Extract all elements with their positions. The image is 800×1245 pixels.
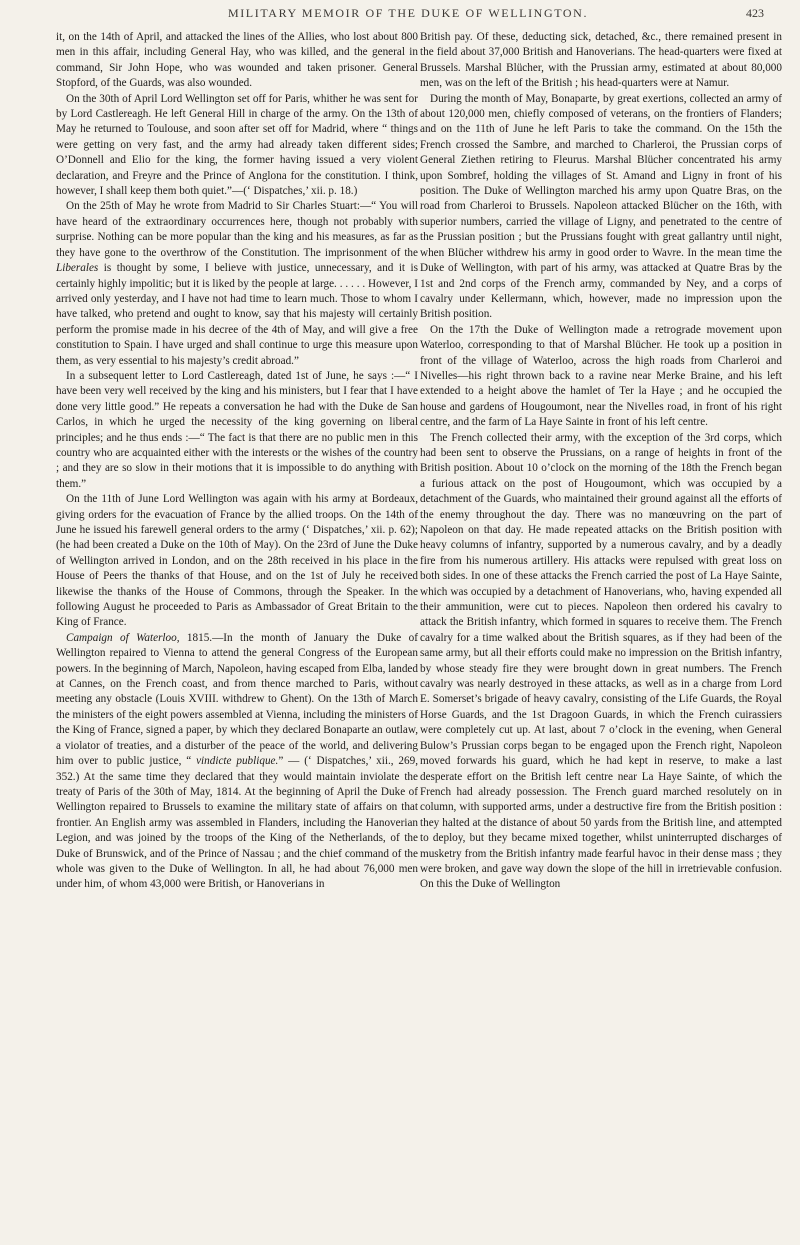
paragraph: On the 11th of June Lord Wellington was again with his army at Bordeaux, giving orders for the evacuation of France by the allied troops. On the 14th of June he issued his farewell general orders to the army (‘ Dispatches,’ xii. p. 62); (he had been created a Duke on the 10th of May). On the 23rd of June the Duke of Wellington arrived in London, and on the 28th received in his place in the House of Peers the thanks of that House, and on the 1st of July he received likewise the thanks of the House of Commons, through the Speaker. In the following August he proceeded to Paris as Ambassador of Great Britain to the King of France. [56,493,418,629]
right-column [420,30,782,893]
paragraph: it, on the 14th of April, and attacked the lines of the Allies, who lost about 800 men in this affair, including General Hay, who was killed, and the general in command, Sir John Hope, who was wounded and taken prisoner. General Stopford, of the Guards, was also wounded. [56,31,418,90]
running-title: MILITARY MEMOIR OF THE DUKE OF WELLINGTON. [227,6,589,20]
paragraph: On the 30th of April Lord Wellington set off for Paris, whither he was sent for by Lord Castlereagh. He left General Hill in charge of the army. On the 13th of May he returned to Toulouse, and soon after set off for Madrid, where “ things were getting on very fast, and the army had already taken different sides; O’Donnell and Elio for the king, the former having issued a very violent declaration, and Freyre and the Prince of Anglona for the constitution. I think, however, I shall keep them both quiet.”—(‘ Dispatches,’ xii. p. 18.) [56,92,418,198]
paragraph: On the 17th the Duke of Wellington made a retrograde movement upon Waterloo, corresponding to that of Marshal Blücher. He took up a position in front of the village of Waterloo, across the high roads from Charleroi and Nivelles—his right thrown back to a ravine near Merke Braine, and his left extended to a height above the hamlet of Ter la Haye ; and he occupied the house and gardens of Hougoumont, near the Nivelles road, in front of his right centre, and the farm of La Haye Sainte in front of his left centre. [420,323,782,429]
section-heading: Campaign of Waterloo, [66,631,180,644]
italic-term: vindicte publique. [196,755,279,768]
paragraph: In a subsequent letter to Lord Castlereagh, dated 1st of June, he says :—“ I have been very well received by the king and his ministers, but I fear that I have done very little good.” He repeats a conversation he had with the Duke de San Carlos, in which he urged the necessity of the king governing on liberal principles; and he thus ends :—“ The fact is that there are no public men in this country who are acquainted either with the interests or the wishes of the country ; and they are so slow in their motions that it is impossible to do anything with them.” [56,369,418,490]
paragraph: British pay. Of these, deducting sick, detached, &c., there remained present in the field about 37,000 British and Hanoverians. The head-quarters were fixed at Brussels. Marshal Blücher, with the Prussian army, estimated at about 80,000 men, was on the left of the British ; his head-quarters were at Namur. [420,31,782,90]
left-column [56,30,418,893]
paragraph: During the month of May, Bonaparte, by great exertions, collected an army of about 120,000 men, chiefly composed of veterans, on the frontiers of Flanders; and on the 11th of June he left Paris to take the command. On the 15th the French crossed the Sambre, and marched to Charleroi, the Prussian corps of General Ziethen retiring to Fleurus. Marshal Blücher concentrated his army upon Sombref, holding the villages of St. Amand and Ligny in front of his position. The Duke of Wellington marched his army upon Quatre Bras, on the road from Charleroi to Brussels. Napoleon attacked Blücher on the 16th, with superior numbers, carried the village of Ligny, and penetrated to the centre of the Prussian position ; but the Prussians fought with great gallantry until night, when Blücher withdrew his army in good order to Wavre. In the mean time the Duke of Wellington, with part of his army, was attacked at Quatre Bras by the 1st and 2nd corps of the French army, commanded by Ney, and a corps of cavalry under Kellermann, which, however, made no impression upon the British position. [420,92,782,321]
page-number: 423 [746,6,764,20]
paragraph: On the 25th of May he wrote from Madrid to Sir Charles Stuart:—“ You will have heard of the extraordinary occurrences here, though not probably with surprise. Nothing can be more popular than the king and his measures, as far as they have gone to the overthrow of the Constitution. The imprisonment of the Liberales is thought by some, I believe with justice, unnecessary, and it is certainly highly impolitic; but it is liked by the people at large. . . . . . However, I arrived only yesterday, and I have not had time to learn much. Those to whom I have talked, who pretend and ought to know, say that his majesty will certainly perform the promise made in his decree of the 4th of May, and will give a free constitution to Spain. I have urged and shall continue to urge this measure upon them, as very essential to his majesty’s credit abroad.” [56,200,418,367]
paragraph: Campaign of Waterloo, 1815.—In the month of January the Duke of Wellington repaired to Vienna to attend the general Congress of the European powers. In the beginning of March, Napoleon, having escaped from Elba, landed at Cannes, on the French coast, and from thence marched to Paris, without meeting any obstacle (Louis XVIII. withdrew to Ghent). On the 13th of March the ministers of the eight powers assembled at Vienna, including the ministers of the King of France, signed a paper, by which they declared Bonaparte an outlaw, a violator of treaties, and a disturber of the peace of the world, and delivering him over to public justice, “ vindicte publique.” — (‘ Dispatches,’ xii., 269, 352.) At the same time they declared that they would maintain inviolate the treaty of Paris of the 30th of May, 1814. At the beginning of April the Duke of Wellington repaired to Brussels to examine the military state of affairs on that frontier. An English army was assembled in Flanders, including the Hanoverian Legion, and was joined by the troops of the King of the Netherlands, of the Duke of Brunswick, and of the Prince of Nassau ; and the chief command of the whole was given to the Duke of Wellington. In all, he had about 76,000 men under him, of whom 43,000 were British, or Hanoverians in [56,631,418,891]
italic-term: Liberales [56,262,99,275]
paragraph: The French collected their army, with the exception of the 3rd corps, which had been sent to observe the Prussians, on a range of heights in front of the British position. About 10 o’clock on the morning of the 18th the French began a furious attack on the post of Hougoumont, which was occupied by a detachment of the Guards, who maintained their ground against all the efforts of the enemy throughout the day. There was no manœuvring on the part of Napoleon on that day. He made repeated attacks on the British position with heavy columns of infantry, supported by a numerous cavalry, and by a deadly fire from his numerous artillery. His attacks were repulsed with great loss on both sides. In one of these attacks the French carried the post of La Haye Sainte, which was occupied by a detachment of Hanoverians, who, having expended all their ammunition, were cut to pieces. Napoleon then ordered his cavalry to attack the British infantry, which formed in squares to receive them. The French cavalry for a time walked about the British squares, as if they had been of the same army, but all their efforts could make no impression on the British infantry, by whose steady fire they were brought down in great numbers. The French cavalry was nearly destroyed in these attacks, as well as in a charge from Lord E. Somerset’s brigade of heavy cavalry, consisting of the Life Guards, the Royal Horse Guards, and the 1st Dragoon Guards, in which the French cuirassiers were completely cut up. At last, about 7 o’clock in the evening, when General Bulow’s Prussian corps began to be engaged upon the French right, Napoleon moved forwards his guard, which he had kept in reserve, to make a last desperate effort on the British left centre near La Haye Sainte, of which the French had already possession. The French guard marched resolutely on in column, with supported arms, under a destructive fire from the British position : they halted at the distance of about 50 yards from the British line, and attempted to deploy, but they became mixed together, whilst uninterrupted discharges of musketry from the British infantry made fearful havoc in their dense mass ; they were broken, and gave way down the slope of the hill in irretrievable confusion. On this the Duke of Wellington [420,431,782,891]
